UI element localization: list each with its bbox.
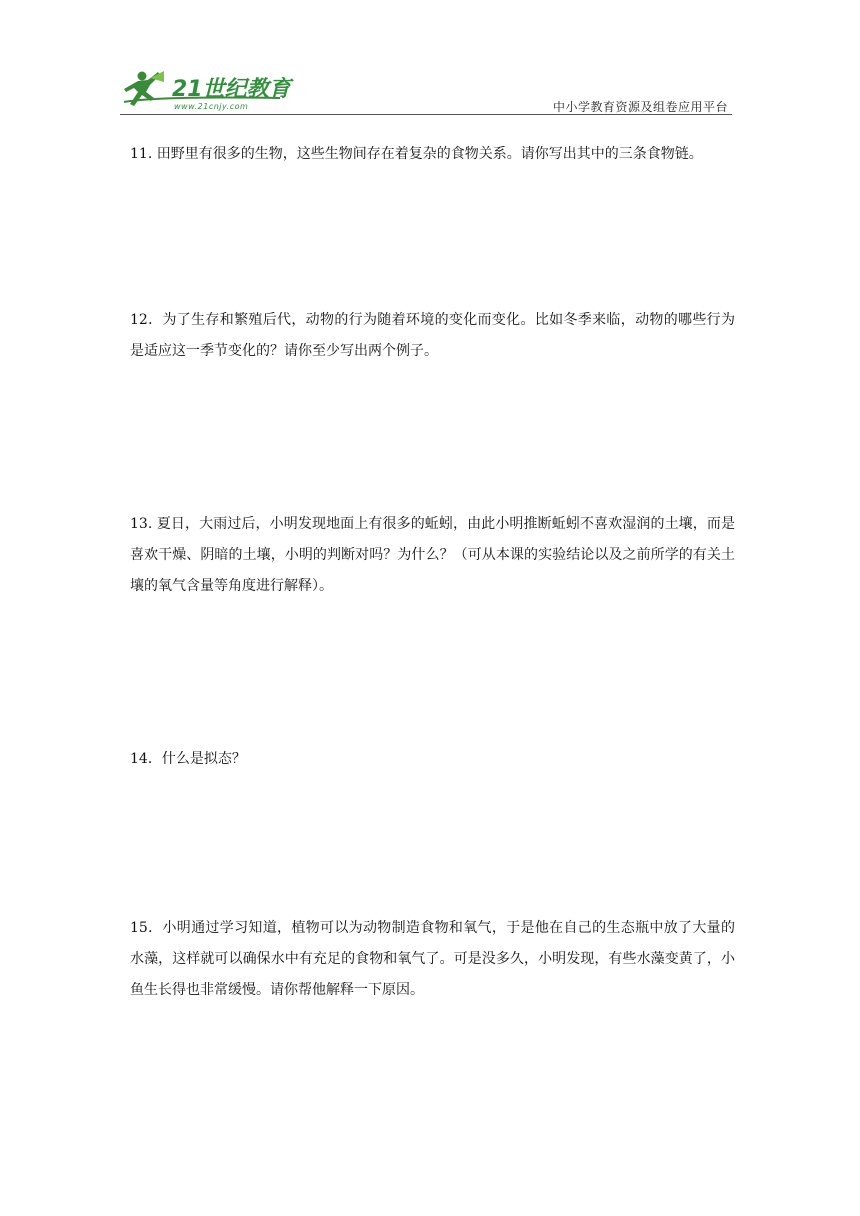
header-divider: [120, 114, 732, 115]
question-11: 11. 田野里有很多的生物，这些生物间存在着复杂的食物关系。请你写出其中的三条食物链。: [130, 146, 703, 162]
svg-text:21世纪教育: 21世纪教育: [172, 77, 291, 102]
platform-name: 中小学教育资源及组卷应用平台: [552, 100, 728, 114]
question-14: 14．什么是拟态？: [130, 751, 246, 767]
logo-21cnjy: [120, 68, 300, 114]
page-header: [120, 68, 732, 116]
svg-text:www.21cnjy.com: www.21cnjy.com: [174, 102, 249, 111]
question-13: 13. 夏日，大雨过后，小明发现地面上有很多的蚯蚓，由此小明推断蚯蚓不喜欢湿润的土壤，而是喜欢干燥、阴暗的土壤，小明的判断对吗？为什么？（可从本课的实验结论以及之前所学的有关土壤的氧气含量等角度进行解释）。: [130, 516, 735, 594]
question-12: 12．为了生存和繁殖后代，动物的行为随着环境的变化而变化。比如冬季来临，动物的哪些行为是适应这一季节变化的？请你至少写出两个例子。: [130, 312, 735, 359]
question-15: 15．小明通过学习知道，植物可以为动物制造食物和氧气，于是他在自己的生态瓶中放了大量的水藻，这样就可以确保水中有充足的食物和氧气了。可是没多久，小明发现，有些水藻变黄了，小鱼生长得也非常缓慢。请你帮他解释一下原因。: [130, 920, 735, 998]
